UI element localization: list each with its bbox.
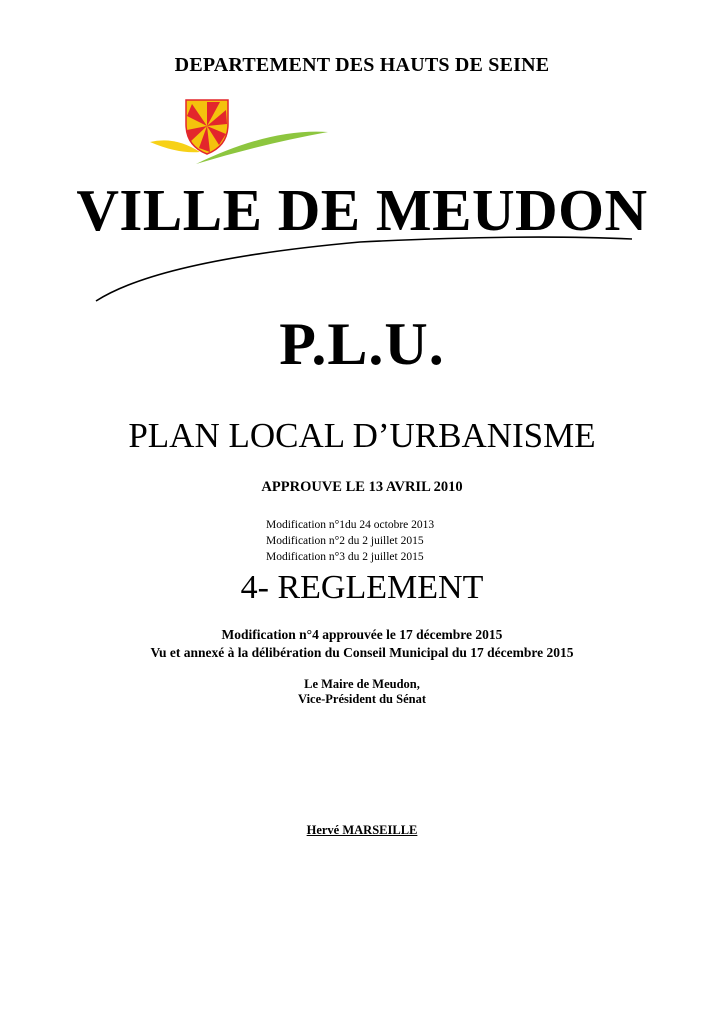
- shield-icon: [186, 100, 228, 154]
- modification-item: Modification n°2 du 2 juillet 2015: [266, 535, 424, 547]
- department-heading: DEPARTEMENT DES HAUTS DE SEINE: [174, 54, 550, 76]
- mayor-title: Le Maire de Meudon,: [304, 677, 420, 691]
- swoosh-line-icon: [96, 237, 632, 301]
- city-title: VILLE DE MEUDON: [76, 177, 648, 243]
- document-full-title: PLAN LOCAL D’URBANISME: [128, 416, 596, 455]
- senate-title: Vice-Président du Sénat: [298, 692, 426, 706]
- modification-4-line: Modification n°4 approuvée le 17 décembre 2015: [221, 627, 503, 642]
- section-title: 4- REGLEMENT: [240, 569, 484, 606]
- signatory-name-line: [0, 823, 724, 838]
- modifications-list: [266, 517, 434, 565]
- document-acronym: P.L.U.: [279, 311, 445, 377]
- modification-item: Modification n°1du 24 octobre 2013: [266, 519, 435, 531]
- approval-date: APPROUVE LE 13 AVRIL 2010: [261, 479, 463, 495]
- signatory-name: Hervé MARSEILLE: [306, 823, 418, 837]
- modification-item: Modification n°3 du 2 juillet 2015: [266, 551, 424, 563]
- annex-note: Vu et annexé à la délibération du Conseil Municipal du 17 décembre 2015: [150, 645, 574, 660]
